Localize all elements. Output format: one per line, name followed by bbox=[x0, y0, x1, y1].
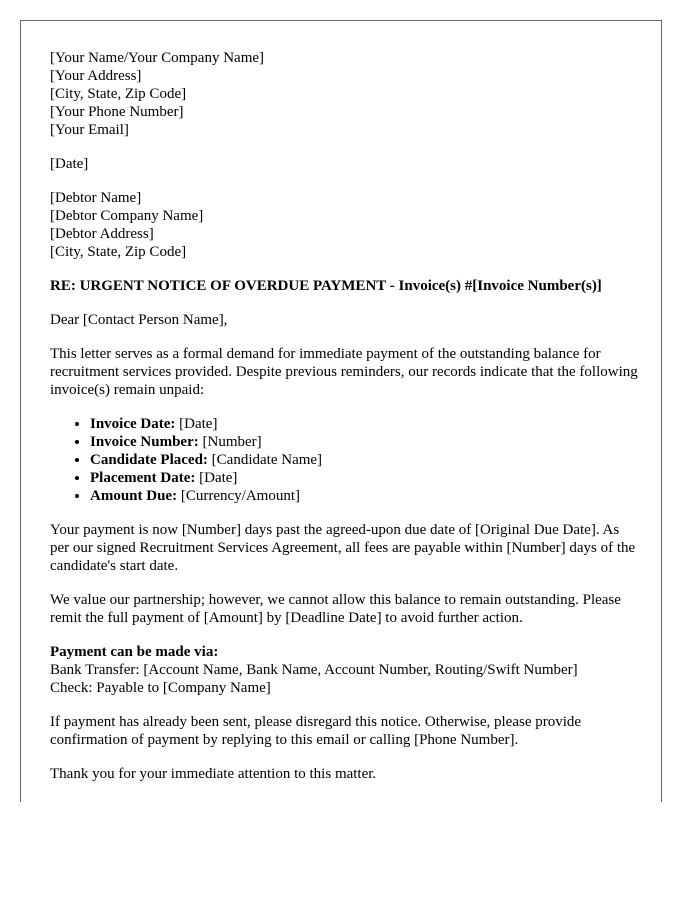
sender-email: [Your Email] bbox=[50, 122, 129, 138]
list-item bbox=[90, 433, 640, 451]
sender-address: [Your Address] bbox=[50, 68, 142, 84]
amount-due-value: [Currency/Amount] bbox=[177, 488, 300, 504]
recipient-block bbox=[50, 189, 640, 261]
bank-transfer-line: Bank Transfer: [Account Name, Bank Name, Account Number, Routing/Swift Number] bbox=[50, 662, 578, 678]
invoice-date-value: [Date] bbox=[175, 416, 218, 432]
recipient-company: [Debtor Company Name] bbox=[50, 208, 204, 224]
recipient-name: [Debtor Name] bbox=[50, 190, 142, 206]
amount-due-label: Amount Due: bbox=[90, 488, 178, 504]
candidate-placed-value: [Candidate Name] bbox=[207, 452, 323, 468]
overdue-paragraph: Your payment is now [Number] days past the agreed-upon due date of [Original Due Date]. As per our signed Recruitment Services Agreement, all fees are payable within [Number] days of the candidate's start date. bbox=[50, 522, 636, 574]
placement-date-value: [Date] bbox=[195, 470, 238, 486]
invoice-details-list bbox=[50, 415, 640, 505]
payment-heading: Payment can be made via: bbox=[50, 644, 219, 660]
salutation: Dear [Contact Person Name], bbox=[50, 312, 228, 328]
candidate-placed-label: Candidate Placed: bbox=[90, 452, 208, 468]
letter-body bbox=[50, 49, 640, 799]
invoice-number-label: Invoice Number: bbox=[90, 434, 199, 450]
list-item bbox=[90, 415, 640, 433]
payment-methods bbox=[50, 643, 640, 697]
intro-paragraph: This letter serves as a formal demand for immediate payment of the outstanding balance for recruitment services provided. Despite previous reminders, our records indicate that the following invoice(s) remain unpaid: bbox=[50, 346, 638, 398]
list-item bbox=[90, 469, 640, 487]
sender-phone: [Your Phone Number] bbox=[50, 104, 184, 120]
disregard-paragraph: If payment has already been sent, please disregard this notice. Otherwise, please provide confirmation of payment by replying to this email or calling [Phone Number]. bbox=[50, 714, 582, 748]
sender-name: [Your Name/Your Company Name] bbox=[50, 50, 265, 66]
recipient-city: [City, State, Zip Code] bbox=[50, 244, 187, 260]
placement-date-label: Placement Date: bbox=[90, 470, 196, 486]
partnership-paragraph: We value our partnership; however, we cannot allow this balance to remain outstanding. Please remit the full payment of [Amount] by [Deadline Date] to avoid further action. bbox=[50, 592, 621, 626]
invoice-date-label: Invoice Date: bbox=[90, 416, 176, 432]
sender-block bbox=[50, 49, 640, 139]
invoice-number-value: [Number] bbox=[198, 434, 262, 450]
sender-city: [City, State, Zip Code] bbox=[50, 86, 187, 102]
list-item bbox=[90, 451, 640, 469]
check-line: Check: Payable to [Company Name] bbox=[50, 680, 271, 696]
recipient-address: [Debtor Address] bbox=[50, 226, 154, 242]
letter-page bbox=[20, 20, 662, 802]
closing-line: Thank you for your immediate attention to this matter. bbox=[50, 766, 377, 782]
letter-date: [Date] bbox=[50, 156, 89, 172]
list-item bbox=[90, 487, 640, 505]
subject-line: RE: URGENT NOTICE OF OVERDUE PAYMENT - Invoice(s) #[Invoice Number(s)] bbox=[50, 278, 602, 294]
